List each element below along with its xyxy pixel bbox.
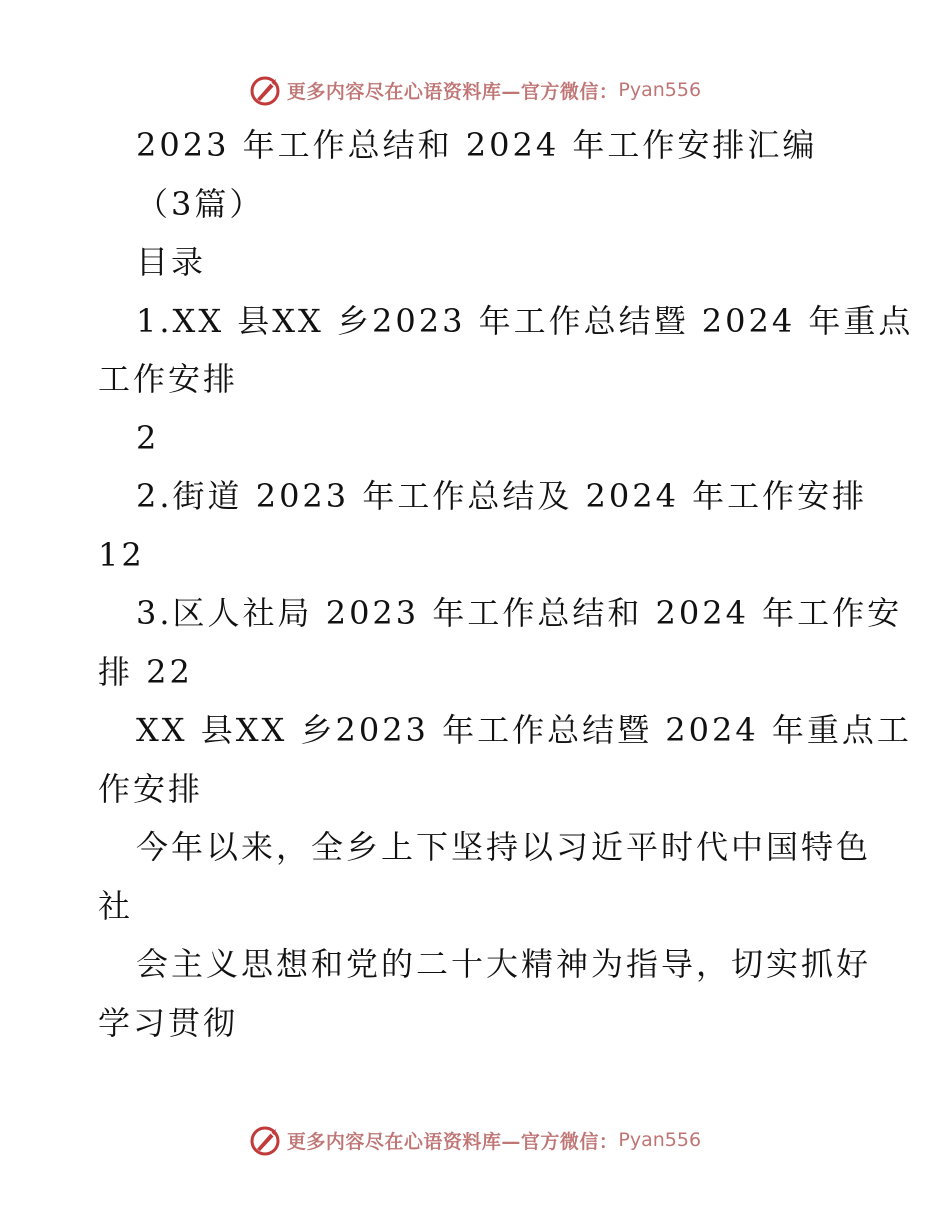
pen-logo-icon: [249, 73, 283, 107]
watermark-banner-bottom: [0, 1120, 950, 1160]
toc-entry-1-page: 2: [136, 418, 160, 457]
pen-logo-icon: [249, 1123, 283, 1157]
toc-entry-2: 2.街道 2023 年工作总结及 2024 年工作安排: [136, 477, 868, 515]
watermark-text: 更多内容尽在心语资料库—官方微信：: [286, 80, 619, 103]
watermark-text: 更多内容尽在心语资料库—官方微信：: [286, 1130, 619, 1153]
toc-entry-3-continued: 排 22: [98, 652, 193, 691]
body-paragraph-line: 社: [98, 886, 134, 925]
document-body: [98, 116, 914, 1052]
watermark-wechat-id: Pyan556: [618, 1129, 702, 1151]
toc-heading: 目录: [136, 243, 207, 281]
section-heading: XX 县XX 乡2023 年工作总结暨 2024 年重点工: [136, 711, 912, 749]
body-paragraph-line: 学习贯彻: [98, 1003, 239, 1042]
section-heading-continued: 作安排: [98, 769, 204, 808]
toc-entry-1: 1.XX 县XX 乡2023 年工作总结暨 2024 年重点: [136, 301, 914, 340]
document-title: 2023 年工作总结和 2024 年工作安排汇编: [136, 126, 818, 164]
toc-entry-2-page: 12: [98, 535, 145, 574]
toc-entry-3: 3.区人社局 2023 年工作总结和 2024 年工作安: [136, 594, 903, 632]
watermark-wechat-id: Pyan556: [618, 79, 702, 101]
body-paragraph-line: 会主义思想和党的二十大精神为指导，切实抓好: [136, 945, 872, 983]
body-paragraph-line: 今年以来，全乡上下坚持以习近平时代中国特色: [136, 828, 872, 866]
toc-entry-1-continued: 工作安排: [98, 360, 239, 398]
watermark-banner-top: [0, 70, 950, 110]
document-subtitle: （3篇）: [136, 184, 265, 223]
